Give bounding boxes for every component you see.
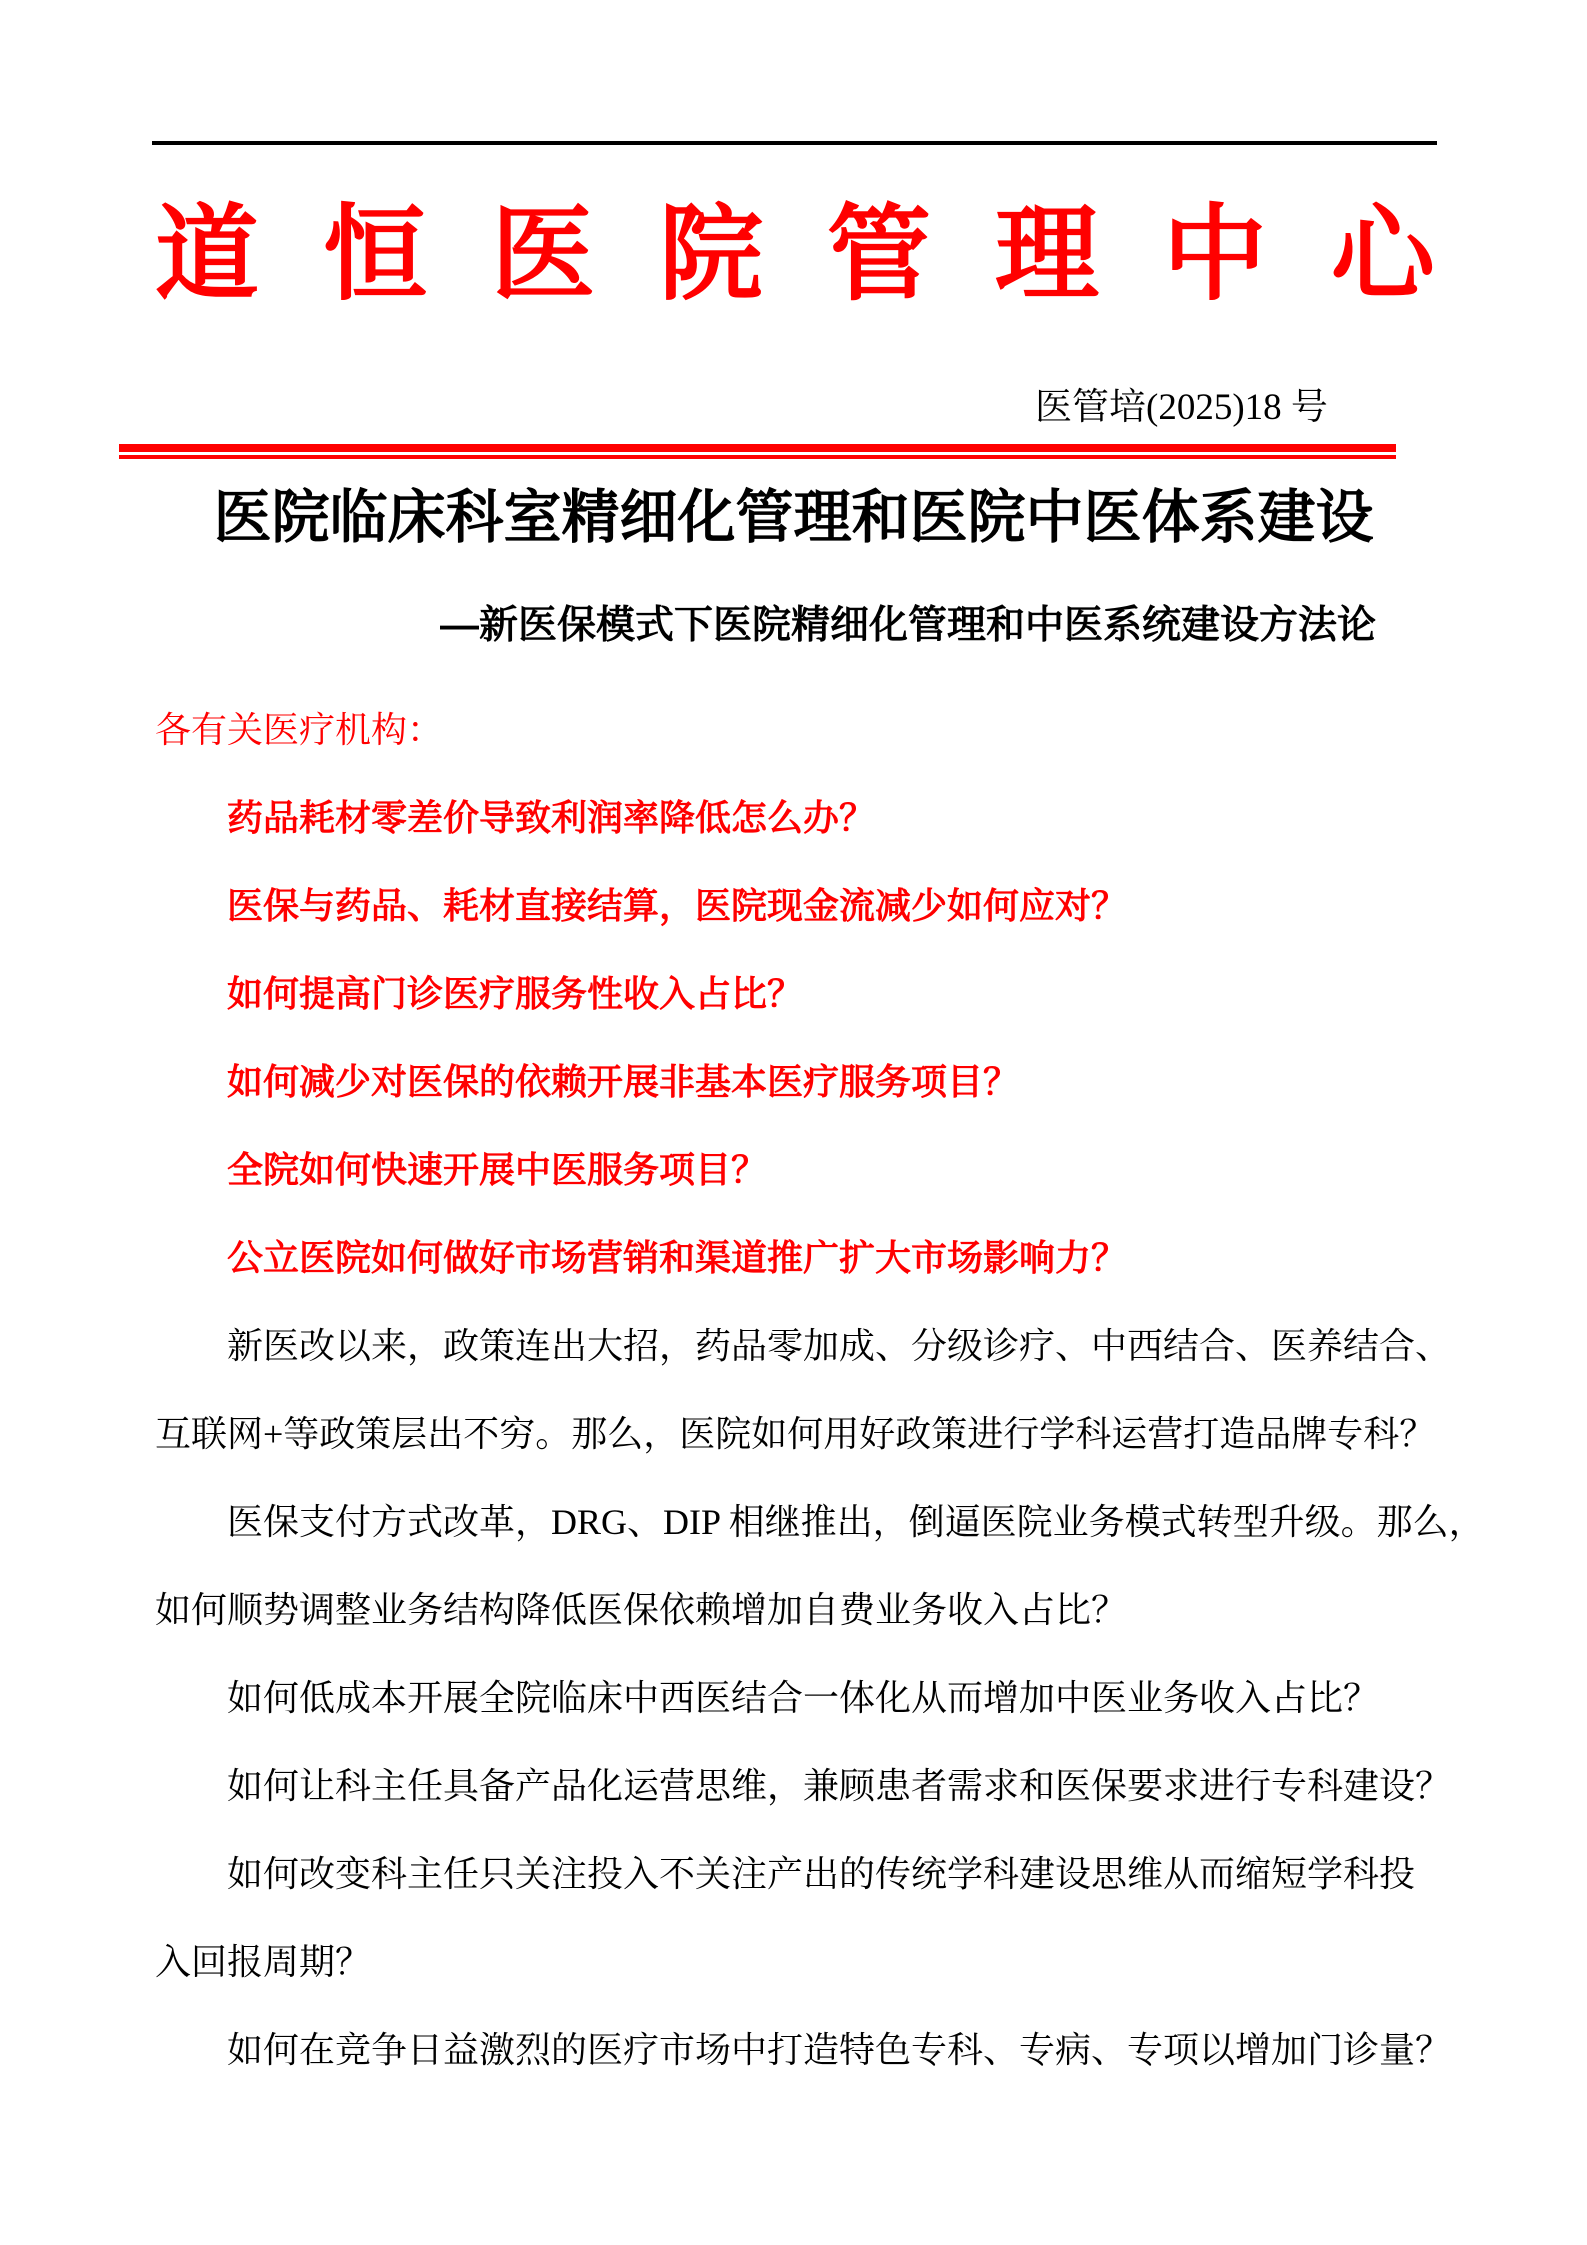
- org-title-char: 恒: [322, 198, 427, 313]
- body-line: 如何顺势调整业务结构降低医保依赖增加自费业务收入占比？: [155, 1590, 1128, 1630]
- body-line: 互联网+等政策层出不穷。那么，医院如何用好政策进行学科运营打造品牌专科？: [155, 1414, 1436, 1454]
- body-line: 入回报周期？: [155, 1942, 372, 1982]
- org-title-char: 心: [1330, 198, 1435, 313]
- doc-number: 医管培(2025)18 号: [1035, 387, 1328, 428]
- body-line: 药品耗材零差价导致利润率降低怎么办？: [227, 798, 876, 838]
- red-rule-thin-bar: [119, 455, 1396, 459]
- top-divider-rule: [152, 141, 1437, 145]
- body-line: 公立医院如何做好市场营销和渠道推广扩大市场影响力？: [227, 1238, 1128, 1278]
- body-line: 医保支付方式改革，DRG、DIP 相继推出，倒逼医院业务模式转型升级。那么，: [227, 1502, 1485, 1542]
- body-line: 医保与药品、耗材直接结算，医院现金流减少如何应对？: [227, 886, 1128, 926]
- body-line: 如何提高门诊医疗服务性收入占比？: [227, 974, 804, 1014]
- org-title-char: 中: [1162, 198, 1267, 313]
- body-line: 全院如何快速开展中医服务项目？: [227, 1150, 768, 1190]
- body-line: 新医改以来，政策连出大招，药品零加成、分级诊疗、中西结合、医养结合、: [227, 1326, 1452, 1366]
- body-text: [155, 686, 1485, 2094]
- body-line: 如何在竞争日益激烈的医疗市场中打造特色专科、专病、专项以增加门诊量？: [227, 2030, 1452, 2070]
- org-title-char: 管: [826, 198, 931, 313]
- body-line: 如何让科主任具备产品化运营思维，兼顾患者需求和医保要求进行专科建设？: [227, 1766, 1452, 1806]
- body-line: 如何低成本开展全院临床中西医结合一体化从而增加中医业务收入占比？: [227, 1678, 1380, 1718]
- main-title: 医院临床科室精细化管理和医院中医体系建设: [213, 485, 1374, 550]
- org-title-char: 道: [155, 198, 260, 313]
- body-line: 如何改变科主任只关注投入不关注产出的传统学科建设思维从而缩短学科投: [227, 1854, 1416, 1894]
- org-title: [155, 200, 1435, 312]
- red-rule-thick-bar: [119, 444, 1396, 452]
- body-line: 各有关医疗机构：: [155, 710, 444, 750]
- subtitle: —新医保模式下医院精细化管理和中医系统建设方法论: [440, 604, 1377, 647]
- red-double-rule: [119, 444, 1396, 459]
- org-title-char: 院: [658, 198, 763, 313]
- org-title-char: 理: [994, 198, 1099, 313]
- org-title-char: 医: [490, 198, 595, 313]
- body-line: 如何减少对医保的依赖开展非基本医疗服务项目？: [227, 1062, 1020, 1102]
